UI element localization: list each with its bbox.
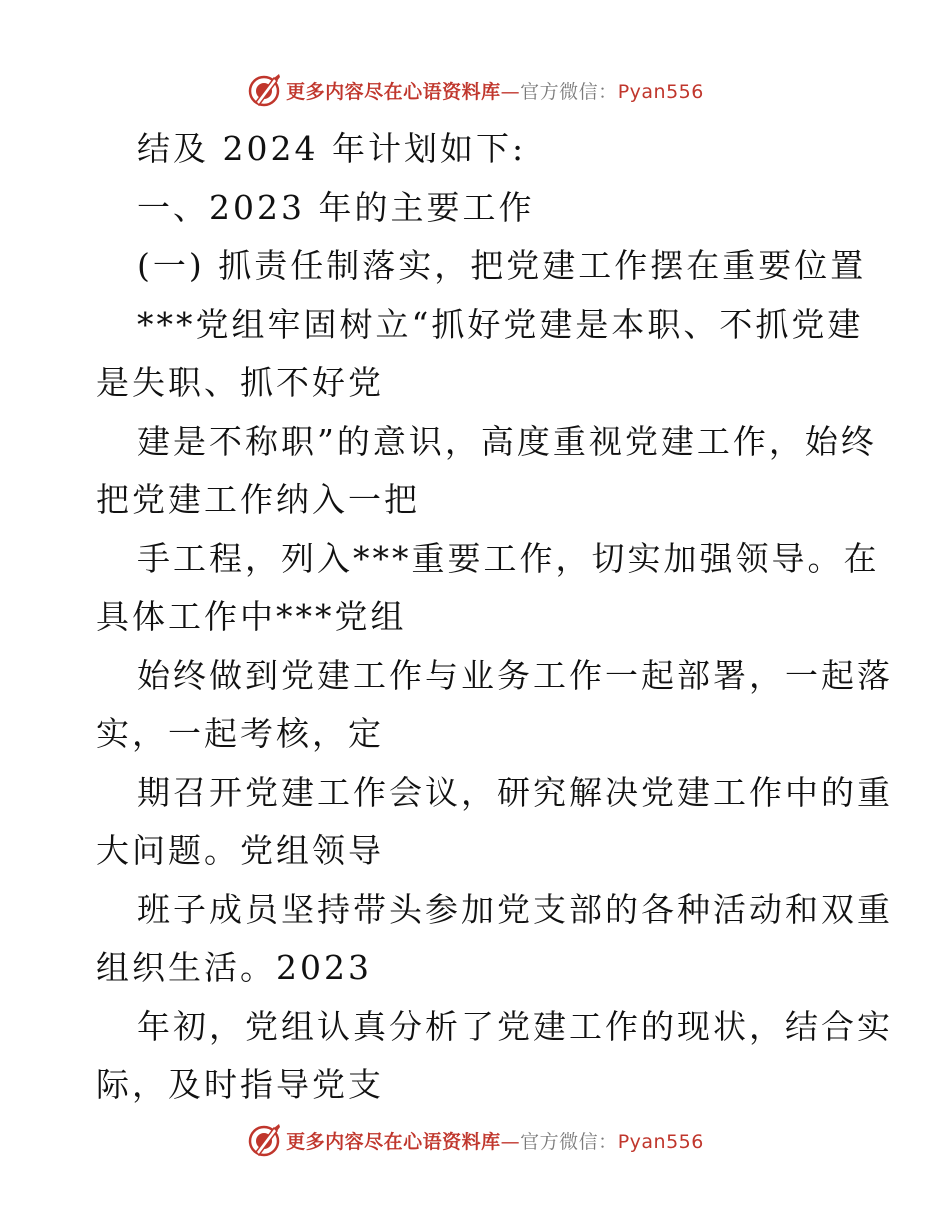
text-line: 大问题。党组领导: [96, 831, 384, 870]
watermark-wechat-id: Pyan556: [617, 80, 704, 103]
pen-logo-icon: [246, 1122, 282, 1158]
pen-logo-icon: [246, 72, 282, 108]
text-line: 期召开党建工作会议，研究解决党建工作中的重: [137, 772, 893, 812]
watermark-dash: —: [500, 1130, 521, 1153]
text-line: 组织生活。2023: [96, 948, 372, 987]
watermark-label: 官方微信：: [520, 1130, 618, 1153]
text-line: 班子成员坚持带头参加党支部的各种活动和双重: [137, 889, 893, 929]
watermark-site-text: 更多内容尽在心语资料库: [286, 80, 501, 103]
section-heading: 一、2023 年的主要工作: [137, 187, 535, 227]
header-watermark: [0, 70, 950, 110]
text-line: 建是不称职”的意识，高度重视党建工作，始终: [137, 421, 877, 461]
text-line: 始终做到党建工作与业务工作一起部署，一起落: [137, 655, 893, 695]
text-line: 是失职、抓不好党: [96, 363, 384, 402]
watermark-label: 官方微信：: [520, 80, 618, 103]
text-line: 手工程，列入***重要工作，切实加强领导。在: [137, 538, 880, 578]
text-line: 实，一起考核，定: [96, 714, 384, 753]
text-line: 具体工作中***党组: [96, 597, 407, 636]
document-body: [96, 120, 896, 1115]
text-line: 结及 2024 年计划如下:: [137, 129, 527, 168]
watermark-dash: —: [500, 80, 521, 103]
text-line: 把党建工作纳入一把: [96, 480, 420, 519]
text-line: ***党组牢固树立“抓好党建是本职、不抓党建: [137, 304, 864, 344]
footer-watermark: [0, 1120, 950, 1160]
text-line: 际，及时指导党支: [96, 1065, 384, 1104]
text-line: 年初，党组认真分析了党建工作的现状，结合实: [137, 1006, 893, 1046]
watermark-site-text: 更多内容尽在心语资料库: [286, 1130, 501, 1153]
watermark-wechat-id: Pyan556: [617, 1130, 704, 1153]
subsection-heading: (一) 抓责任制落实，把党建工作摆在重要位置: [137, 246, 867, 285]
